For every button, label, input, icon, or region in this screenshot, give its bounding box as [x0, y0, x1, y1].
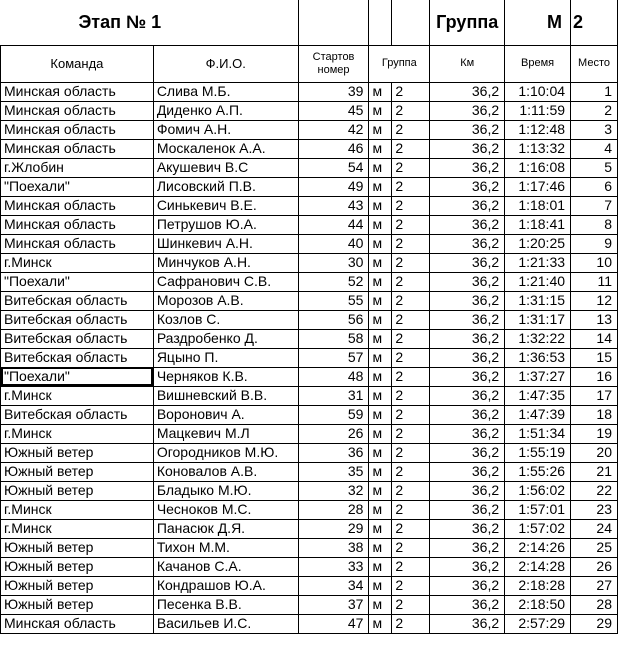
table-row	[1, 462, 618, 481]
team-cell[interactable]: Минская область	[1, 139, 154, 158]
col-header-start-number[interactable]: Стартов номер	[298, 45, 369, 82]
group-cell[interactable]: 2	[392, 82, 430, 101]
team-cell[interactable]: Минская область	[1, 234, 154, 253]
group-cell[interactable]: 2	[392, 158, 430, 177]
team-cell[interactable]: "Поехали"	[1, 367, 154, 386]
sex-cell[interactable]: м	[369, 82, 392, 101]
sex-cell[interactable]: м	[369, 538, 392, 557]
table-row	[1, 215, 618, 234]
empty-cell[interactable]	[369, 0, 392, 45]
place-cell[interactable]: 9	[571, 234, 618, 253]
sex-cell[interactable]: м	[369, 234, 392, 253]
place-cell[interactable]: 14	[571, 329, 618, 348]
team-cell[interactable]: Минская область	[1, 215, 154, 234]
start-number-cell[interactable]: 29	[298, 519, 369, 538]
group-cell[interactable]: 2	[392, 557, 430, 576]
start-number-cell[interactable]: 30	[298, 253, 369, 272]
place-cell[interactable]: 28	[571, 595, 618, 614]
time-cell[interactable]: 1:32:22	[505, 329, 571, 348]
start-number-cell[interactable]: 43	[298, 196, 369, 215]
time-cell[interactable]: 2:14:26	[505, 538, 571, 557]
team-cell[interactable]: Витебская область	[1, 405, 154, 424]
table-row	[1, 272, 618, 291]
km-cell[interactable]: 36,2	[430, 120, 505, 139]
group-number-cell[interactable]	[571, 0, 618, 45]
group-cell[interactable]: 2	[392, 215, 430, 234]
name-cell[interactable]: Воронович А.	[153, 405, 298, 424]
start-number-cell[interactable]: 36	[298, 443, 369, 462]
team-cell[interactable]: Южный ветер	[1, 481, 154, 500]
time-cell[interactable]: 1:16:08	[505, 158, 571, 177]
place-cell[interactable]: 11	[571, 272, 618, 291]
time-cell[interactable]: 1:13:32	[505, 139, 571, 158]
table-row	[1, 82, 618, 101]
table-row	[1, 576, 618, 595]
sex-cell[interactable]: м	[369, 500, 392, 519]
time-cell[interactable]: 1:47:39	[505, 405, 571, 424]
group-cell[interactable]: 2	[392, 576, 430, 595]
km-cell[interactable]: 36,2	[430, 462, 505, 481]
group-cell[interactable]: 2	[392, 120, 430, 139]
start-number-cell[interactable]: 59	[298, 405, 369, 424]
place-cell[interactable]: 13	[571, 310, 618, 329]
group-cell[interactable]: 2	[392, 310, 430, 329]
group-label-cell[interactable]	[430, 0, 505, 45]
sex-cell[interactable]: м	[369, 139, 392, 158]
team-cell[interactable]: г.Минск	[1, 500, 154, 519]
time-cell[interactable]: 1:18:41	[505, 215, 571, 234]
sex-cell[interactable]: м	[369, 481, 392, 500]
km-cell[interactable]: 36,2	[430, 291, 505, 310]
km-cell[interactable]: 36,2	[430, 272, 505, 291]
name-cell[interactable]: Коновалов А.В.	[153, 462, 298, 481]
table-row	[1, 386, 618, 405]
time-cell[interactable]: 1:12:48	[505, 120, 571, 139]
team-cell[interactable]: Витебская область	[1, 329, 154, 348]
name-cell[interactable]: Панасюк Д.Я.	[153, 519, 298, 538]
name-cell[interactable]: Морозов А.В.	[153, 291, 298, 310]
group-cell[interactable]: 2	[392, 329, 430, 348]
name-cell[interactable]: Петрушов Ю.А.	[153, 215, 298, 234]
place-cell[interactable]: 5	[571, 158, 618, 177]
km-cell[interactable]: 36,2	[430, 158, 505, 177]
sex-cell[interactable]: м	[369, 576, 392, 595]
time-cell[interactable]: 2:18:50	[505, 595, 571, 614]
header-row	[1, 45, 618, 82]
table-row	[1, 196, 618, 215]
place-cell[interactable]: 24	[571, 519, 618, 538]
km-cell[interactable]: 36,2	[430, 82, 505, 101]
stage-label: Этап №	[78, 11, 147, 32]
empty-cell[interactable]	[298, 0, 369, 45]
place-cell[interactable]: 18	[571, 405, 618, 424]
group-cell[interactable]: 2	[392, 348, 430, 367]
km-cell[interactable]: 36,2	[430, 424, 505, 443]
team-cell[interactable]: Минская область	[1, 196, 154, 215]
time-cell[interactable]: 1:55:19	[505, 443, 571, 462]
time-cell[interactable]: 1:57:02	[505, 519, 571, 538]
table-row	[1, 557, 618, 576]
table-row	[1, 538, 618, 557]
start-number-cell[interactable]: 48	[298, 367, 369, 386]
group-cell[interactable]: 2	[392, 462, 430, 481]
place-cell[interactable]: 8	[571, 215, 618, 234]
name-cell[interactable]: Песенка В.В.	[153, 595, 298, 614]
km-cell[interactable]: 36,2	[430, 614, 505, 633]
start-number-cell[interactable]: 33	[298, 557, 369, 576]
km-cell[interactable]: 36,2	[430, 481, 505, 500]
name-cell[interactable]: Огородников М.Ю.	[153, 443, 298, 462]
table-row	[1, 253, 618, 272]
table-row	[1, 481, 618, 500]
km-cell[interactable]: 36,2	[430, 367, 505, 386]
empty-cell[interactable]	[392, 0, 430, 45]
table-row	[1, 158, 618, 177]
group-cell[interactable]: 2	[392, 519, 430, 538]
name-cell[interactable]: Мацкевич М.Л	[153, 424, 298, 443]
km-cell[interactable]: 36,2	[430, 519, 505, 538]
sex-cell[interactable]: м	[369, 310, 392, 329]
team-cell[interactable]: Южный ветер	[1, 538, 154, 557]
team-cell[interactable]: Витебская область	[1, 310, 154, 329]
place-cell[interactable]: 23	[571, 500, 618, 519]
group-sex: М	[547, 11, 563, 32]
start-number-cell[interactable]: 56	[298, 310, 369, 329]
place-cell[interactable]: 27	[571, 576, 618, 595]
name-cell[interactable]: Черняков К.В.	[153, 367, 298, 386]
stage-title-cell[interactable]	[1, 0, 299, 45]
km-cell[interactable]: 36,2	[430, 234, 505, 253]
name-cell[interactable]: Васильев И.С.	[153, 614, 298, 633]
sex-cell[interactable]: м	[369, 519, 392, 538]
table-row	[1, 310, 618, 329]
col-header-group[interactable]: Группа	[369, 45, 430, 82]
place-cell[interactable]: 20	[571, 443, 618, 462]
start-number-cell[interactable]: 57	[298, 348, 369, 367]
table-row	[1, 443, 618, 462]
start-number-cell[interactable]: 38	[298, 538, 369, 557]
table-row	[1, 595, 618, 614]
time-cell[interactable]: 1:47:35	[505, 386, 571, 405]
group-cell[interactable]: 2	[392, 139, 430, 158]
start-number-cell[interactable]: 49	[298, 177, 369, 196]
km-cell[interactable]: 36,2	[430, 101, 505, 120]
km-cell[interactable]: 36,2	[430, 386, 505, 405]
group-cell[interactable]: 2	[392, 367, 430, 386]
team-cell[interactable]: Минская область	[1, 614, 154, 633]
name-cell[interactable]: Минчуков А.Н.	[153, 253, 298, 272]
place-cell[interactable]: 10	[571, 253, 618, 272]
km-cell[interactable]: 36,2	[430, 196, 505, 215]
group-cell[interactable]: 2	[392, 177, 430, 196]
start-number-cell[interactable]: 54	[298, 158, 369, 177]
table-row	[1, 177, 618, 196]
group-label: Группа	[436, 11, 499, 32]
sex-cell[interactable]: м	[369, 215, 392, 234]
start-number-cell[interactable]: 52	[298, 272, 369, 291]
col-header-km[interactable]: Км	[430, 45, 505, 82]
km-cell[interactable]: 36,2	[430, 139, 505, 158]
start-number-cell[interactable]: 26	[298, 424, 369, 443]
km-cell[interactable]: 36,2	[430, 538, 505, 557]
name-cell[interactable]: Бладыко М.Ю.	[153, 481, 298, 500]
sex-cell[interactable]: м	[369, 329, 392, 348]
place-cell[interactable]: 17	[571, 386, 618, 405]
time-cell[interactable]: 1:17:46	[505, 177, 571, 196]
name-cell[interactable]: Москаленок А.А.	[153, 139, 298, 158]
team-cell[interactable]: Витебская область	[1, 348, 154, 367]
place-cell[interactable]: 12	[571, 291, 618, 310]
km-cell[interactable]: 36,2	[430, 348, 505, 367]
start-number-cell[interactable]: 32	[298, 481, 369, 500]
team-cell[interactable]: Минская область	[1, 101, 154, 120]
table-row	[1, 424, 618, 443]
team-cell[interactable]: Южный ветер	[1, 595, 154, 614]
start-number-cell[interactable]: 40	[298, 234, 369, 253]
table-row	[1, 519, 618, 538]
team-cell[interactable]: Южный ветер	[1, 557, 154, 576]
sex-cell[interactable]: м	[369, 158, 392, 177]
sex-cell[interactable]: м	[369, 595, 392, 614]
km-cell[interactable]: 36,2	[430, 310, 505, 329]
name-cell[interactable]: Сафранович С.В.	[153, 272, 298, 291]
start-number-cell[interactable]: 58	[298, 329, 369, 348]
time-cell[interactable]: 1:36:53	[505, 348, 571, 367]
km-cell[interactable]: 36,2	[430, 329, 505, 348]
table-row	[1, 348, 618, 367]
team-cell[interactable]: Южный ветер	[1, 443, 154, 462]
place-cell[interactable]: 3	[571, 120, 618, 139]
time-cell[interactable]: 1:57:01	[505, 500, 571, 519]
name-cell[interactable]: Тихон М.М.	[153, 538, 298, 557]
time-cell[interactable]: 1:18:01	[505, 196, 571, 215]
name-cell[interactable]: Кондрашов Ю.А.	[153, 576, 298, 595]
place-cell[interactable]: 21	[571, 462, 618, 481]
group-sex-cell[interactable]	[505, 0, 571, 45]
name-cell[interactable]: Яцыно П.	[153, 348, 298, 367]
sex-cell[interactable]: м	[369, 272, 392, 291]
table-row	[1, 120, 618, 139]
group-cell[interactable]: 2	[392, 272, 430, 291]
group-cell[interactable]: 2	[392, 443, 430, 462]
group-cell[interactable]: 2	[392, 101, 430, 120]
group-cell[interactable]: 2	[392, 405, 430, 424]
time-cell[interactable]: 1:21:33	[505, 253, 571, 272]
place-cell[interactable]: 26	[571, 557, 618, 576]
name-cell[interactable]: Вишневский В.В.	[153, 386, 298, 405]
place-cell[interactable]: 4	[571, 139, 618, 158]
start-number-cell[interactable]: 42	[298, 120, 369, 139]
col-header-place[interactable]: Место	[571, 45, 618, 82]
start-number-cell[interactable]: 45	[298, 101, 369, 120]
group-cell[interactable]: 2	[392, 386, 430, 405]
name-cell[interactable]: Чесноков М.С.	[153, 500, 298, 519]
km-cell[interactable]: 36,2	[430, 215, 505, 234]
team-cell[interactable]: г.Жлобин	[1, 158, 154, 177]
time-cell[interactable]: 1:10:04	[505, 82, 571, 101]
table-row	[1, 101, 618, 120]
km-cell[interactable]: 36,2	[430, 595, 505, 614]
start-number-cell[interactable]: 47	[298, 614, 369, 633]
place-cell[interactable]: 19	[571, 424, 618, 443]
sex-cell[interactable]: м	[369, 443, 392, 462]
place-cell[interactable]: 6	[571, 177, 618, 196]
name-cell[interactable]: Козлов С.	[153, 310, 298, 329]
col-header-name[interactable]: Ф.И.О.	[153, 45, 298, 82]
sex-cell[interactable]: м	[369, 557, 392, 576]
title-row	[1, 0, 618, 45]
name-cell[interactable]: Синькевич В.Е.	[153, 196, 298, 215]
start-number-cell[interactable]: 46	[298, 139, 369, 158]
start-number-cell[interactable]: 39	[298, 82, 369, 101]
team-cell[interactable]: "Поехали"	[1, 272, 154, 291]
table-row	[1, 234, 618, 253]
sex-cell[interactable]: м	[369, 386, 392, 405]
name-cell[interactable]: Качанов С.А.	[153, 557, 298, 576]
place-cell[interactable]: 29	[571, 614, 618, 633]
table-row	[1, 291, 618, 310]
time-cell[interactable]: 1:11:59	[505, 101, 571, 120]
name-cell[interactable]: Лисовский П.В.	[153, 177, 298, 196]
group-cell[interactable]: 2	[392, 538, 430, 557]
table-row	[1, 405, 618, 424]
sex-cell[interactable]: м	[369, 405, 392, 424]
table-row	[1, 139, 618, 158]
km-cell[interactable]: 36,2	[430, 500, 505, 519]
start-number-cell[interactable]: 37	[298, 595, 369, 614]
group-cell[interactable]: 2	[392, 614, 430, 633]
sex-cell[interactable]: м	[369, 253, 392, 272]
table-row	[1, 329, 618, 348]
km-cell[interactable]: 36,2	[430, 253, 505, 272]
team-cell[interactable]: Витебская область	[1, 291, 154, 310]
group-number: 2	[573, 11, 584, 32]
time-cell[interactable]: 1:31:15	[505, 291, 571, 310]
name-cell[interactable]: Шинкевич А.Н.	[153, 234, 298, 253]
time-cell[interactable]: 1:55:26	[505, 462, 571, 481]
start-number-cell[interactable]: 35	[298, 462, 369, 481]
team-cell[interactable]: г.Минск	[1, 519, 154, 538]
km-cell[interactable]: 36,2	[430, 177, 505, 196]
team-cell[interactable]: г.Минск	[1, 253, 154, 272]
place-cell[interactable]: 1	[571, 82, 618, 101]
team-cell[interactable]: Южный ветер	[1, 576, 154, 595]
time-cell[interactable]: 1:56:02	[505, 481, 571, 500]
place-cell[interactable]: 22	[571, 481, 618, 500]
place-cell[interactable]: 2	[571, 101, 618, 120]
group-cell[interactable]: 2	[392, 424, 430, 443]
km-cell[interactable]: 36,2	[430, 443, 505, 462]
table-row	[1, 614, 618, 633]
time-cell[interactable]: 2:14:28	[505, 557, 571, 576]
km-cell[interactable]: 36,2	[430, 405, 505, 424]
team-cell[interactable]: Южный ветер	[1, 462, 154, 481]
team-cell[interactable]: г.Минск	[1, 424, 154, 443]
sex-cell[interactable]: м	[369, 177, 392, 196]
sex-cell[interactable]: м	[369, 120, 392, 139]
group-cell[interactable]: 2	[392, 253, 430, 272]
sex-cell[interactable]: м	[369, 367, 392, 386]
table-row	[1, 367, 618, 386]
place-cell[interactable]: 16	[571, 367, 618, 386]
group-cell[interactable]: 2	[392, 481, 430, 500]
name-cell[interactable]: Диденко А.П.	[153, 101, 298, 120]
name-cell[interactable]: Слива М.Б.	[153, 82, 298, 101]
team-cell[interactable]: Минская область	[1, 82, 154, 101]
sex-cell[interactable]: м	[369, 348, 392, 367]
sex-cell[interactable]: м	[369, 614, 392, 633]
sex-cell[interactable]: м	[369, 291, 392, 310]
time-cell[interactable]: 1:31:17	[505, 310, 571, 329]
group-cell[interactable]: 2	[392, 291, 430, 310]
name-cell[interactable]: Фомич А.Н.	[153, 120, 298, 139]
time-cell[interactable]: 1:21:40	[505, 272, 571, 291]
name-cell[interactable]: Раздробенко Д.	[153, 329, 298, 348]
km-cell[interactable]: 36,2	[430, 576, 505, 595]
start-number-cell[interactable]: 55	[298, 291, 369, 310]
group-cell[interactable]: 2	[392, 500, 430, 519]
start-number-cell[interactable]: 44	[298, 215, 369, 234]
place-cell[interactable]: 15	[571, 348, 618, 367]
group-cell[interactable]: 2	[392, 234, 430, 253]
time-cell[interactable]: 1:37:27	[505, 367, 571, 386]
sex-cell[interactable]: м	[369, 196, 392, 215]
sex-cell[interactable]: м	[369, 424, 392, 443]
sex-cell[interactable]: м	[369, 462, 392, 481]
time-cell[interactable]: 1:20:25	[505, 234, 571, 253]
col-header-team[interactable]: Команда	[1, 45, 154, 82]
table-row	[1, 500, 618, 519]
time-cell[interactable]: 1:51:34	[505, 424, 571, 443]
start-number-cell[interactable]: 31	[298, 386, 369, 405]
name-cell[interactable]: Акушевич В.С	[153, 158, 298, 177]
col-header-time[interactable]: Время	[505, 45, 571, 82]
start-number-cell[interactable]: 34	[298, 576, 369, 595]
time-cell[interactable]: 2:57:29	[505, 614, 571, 633]
group-cell[interactable]: 2	[392, 196, 430, 215]
sex-cell[interactable]: м	[369, 101, 392, 120]
group-cell[interactable]: 2	[392, 595, 430, 614]
place-cell[interactable]: 7	[571, 196, 618, 215]
place-cell[interactable]: 25	[571, 538, 618, 557]
stage-number: 1	[151, 11, 162, 32]
time-cell[interactable]: 2:18:28	[505, 576, 571, 595]
team-cell[interactable]: г.Минск	[1, 386, 154, 405]
team-cell[interactable]: "Поехали"	[1, 177, 154, 196]
team-cell[interactable]: Минская область	[1, 120, 154, 139]
start-number-cell[interactable]: 28	[298, 500, 369, 519]
km-cell[interactable]: 36,2	[430, 557, 505, 576]
